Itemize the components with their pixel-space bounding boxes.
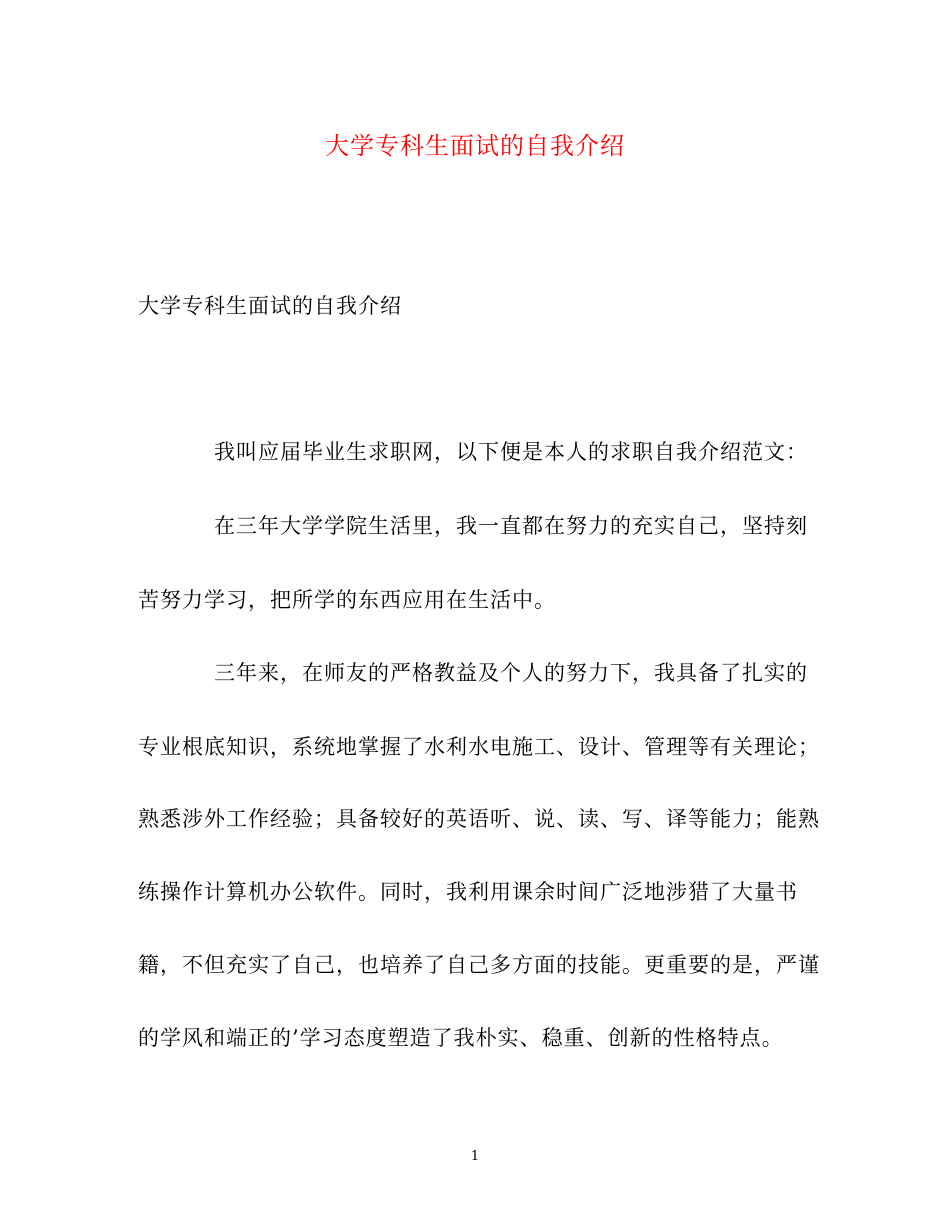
paragraph-line: 在三年大学学院生活里，我一直都在努力的充实自己，坚持刻 xyxy=(214,514,808,538)
paragraph-line: 我叫应届毕业生求职网，以下便是本人的求职自我介绍范文： xyxy=(214,440,808,464)
paragraph-line: 的学风和端正的’学习态度塑造了我朴实、稳重、创新的性格特点。 xyxy=(138,1026,784,1050)
paragraph-line: 籍，不但充实了自己，也培养了自己多方面的技能。更重要的是，严谨 xyxy=(138,953,820,977)
document-subtitle: 大学专科生面试的自我介绍 xyxy=(138,294,402,318)
paragraph-line: 专业根底知识，系统地掌握了水利水电施工、设计、管理等有关理论； xyxy=(138,735,820,759)
paragraph-line: 熟悉涉外工作经验；具备较好的英语听、说、读、写、译等能力；能熟 xyxy=(138,807,820,831)
page-number: 1 xyxy=(470,1149,480,1164)
paragraph-line: 练操作计算机办公软件。同时，我利用课余时间广泛地涉猎了大量书 xyxy=(138,880,798,904)
document-title: 大学专科生面试的自我介绍 xyxy=(325,132,625,160)
paragraph-line: 苦努力学习，把所学的东西应用在生活中。 xyxy=(138,588,556,612)
paragraph-line: 三年来，在师友的严格教益及个人的努力下，我具备了扎实的 xyxy=(214,661,808,685)
